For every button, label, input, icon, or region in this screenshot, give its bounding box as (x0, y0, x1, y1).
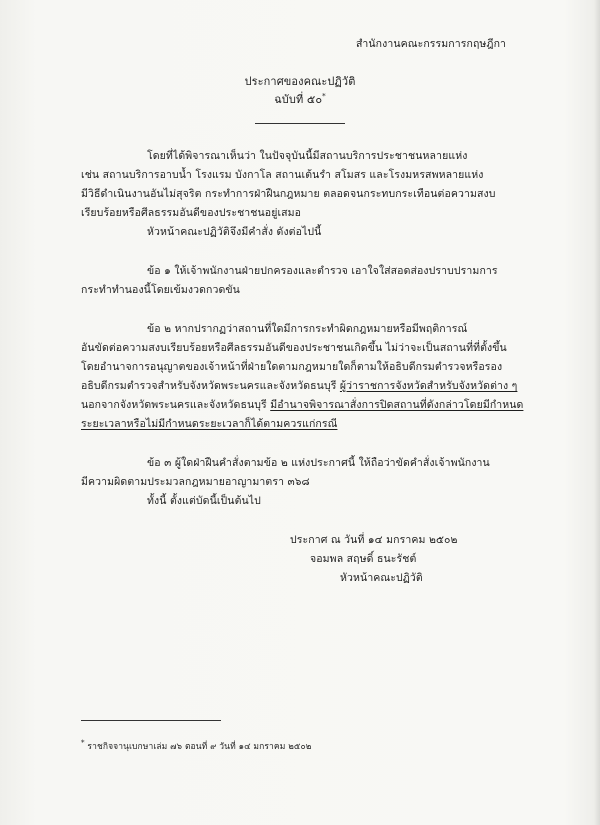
clause-2-line (81, 379, 517, 393)
clause-2-underlined-text: ระยะเวลาหรือไม่มีกำหนดระยะเวลาก็ได้ตามควรแก่กรณี (81, 418, 338, 430)
clause-1-line: กระทำทำนองนี้โดยเข้มงวดกวดขัน (81, 284, 240, 296)
footnote-divider (81, 720, 221, 721)
signature-name: จอมพล สฤษดิ์ ธนะรัชต์ (310, 553, 417, 565)
clause-2-underlined-text: ผู้ว่าราชการจังหวัดสำหรับจังหวัดต่าง ๆ (339, 380, 518, 392)
preamble-line: เรียบร้อยหรือศีลธรรมอันดีของประชาชนอยู่เสมอ (81, 207, 302, 219)
footnote (81, 740, 311, 754)
footnote-mark: * (81, 739, 85, 748)
clause-3-line: มีความผิดตามประมวลกฎหมายอาญามาตรา ๓๖๘ (81, 476, 310, 488)
clause-2-line: โดยอำนาจการอนุญาตของเจ้าหน้าที่ฝ่ายใดตามกฎหมายใดก็ตามให้อธิบดีกรมตำรวจหรือรอง (81, 361, 503, 373)
clause-2-text: นอกจากจังหวัดพระนครและจังหวัดธนบุรี (81, 399, 267, 411)
clause-2-underlined-text: มีอำนาจพิจารณาสั่งการปิดสถานที่ดังกล่าวโดยมีกำหนด (270, 399, 524, 411)
preamble-line: เช่น สถานบริการอาบน้ำ โรงแรม บังกาโล สถานเต้นรำ สโมสร และโรงมหรสพหลายแห่ง (81, 169, 484, 181)
document-number (0, 93, 600, 107)
signature-position: หัวหน้าคณะปฏิวัติ (340, 572, 423, 584)
page-edge-shadow (594, 0, 600, 825)
document-title: ประกาศของคณะปฏิวัติ (244, 75, 356, 88)
footnote-text: ราชกิจจานุเบกษาเล่ม ๗๖ ตอนที่ ๙ วันที่ ๑๔ มกราคม ๒๕๐๒ (84, 742, 312, 752)
preamble-line: โดยที่ได้พิจารณาเห็นว่า ในปัจจุบันนี้มีสถานบริการประชาชนหลายแห่ง (147, 150, 468, 162)
clause-3-line: ทั้งนี้ ตั้งแต่บัดนี้เป็นต้นไป (147, 495, 261, 507)
clause-2-line: อันขัดต่อความสงบเรียบร้อยหรือศีลธรรมอันดีของประชาชนเกิดขึ้น ไม่ว่าจะเป็นสถานที่ที่ตั้งขึ้น (81, 342, 507, 354)
title-divider (255, 123, 345, 124)
signature-date: ประกาศ ณ วันที่ ๑๔ มกราคม ๒๕๐๒ (290, 534, 458, 546)
clause-2-line (81, 417, 337, 431)
clause-1-line: ข้อ ๑ ให้เจ้าพนักงานฝ่ายปกครองและตำรวจ เอาใจใส่สอดส่องปราบปรามการ (147, 265, 498, 277)
title-footnote-mark: * (322, 92, 326, 101)
clause-3-line: ข้อ ๓ ผู้ใดฝ่าฝืนคำสั่งตามข้อ ๒ แห่งประกาศนี้ ให้ถือว่าขัดคำสั่งเจ้าพนักงาน (147, 457, 490, 469)
agency-header: สำนักงานคณะกรรมการกฤษฎีกา (356, 38, 507, 50)
preamble-line: มีวิธีดำเนินงานอันไม่สุจริต กระทำการฝ่าฝืนกฎหมาย ตลอดจนกระทบกระเทือนต่อความสงบ (81, 188, 496, 200)
clause-2-line: ข้อ ๒ หากปรากฏว่าสถานที่ใดมีการกระทำผิดกฎหมายหรือมีพฤติการณ์ (147, 323, 468, 335)
clause-2-line (81, 398, 523, 412)
document-number-text: ฉบับที่ ๕๐ (274, 93, 323, 106)
preamble-line: หัวหน้าคณะปฏิวัติจึงมีคำสั่ง ดังต่อไปนี้ (147, 226, 322, 238)
clause-2-text: อธิบดีกรมตำรวจสำหรับจังหวัดพระนครและจังหวัดธนบุรี (81, 380, 337, 392)
